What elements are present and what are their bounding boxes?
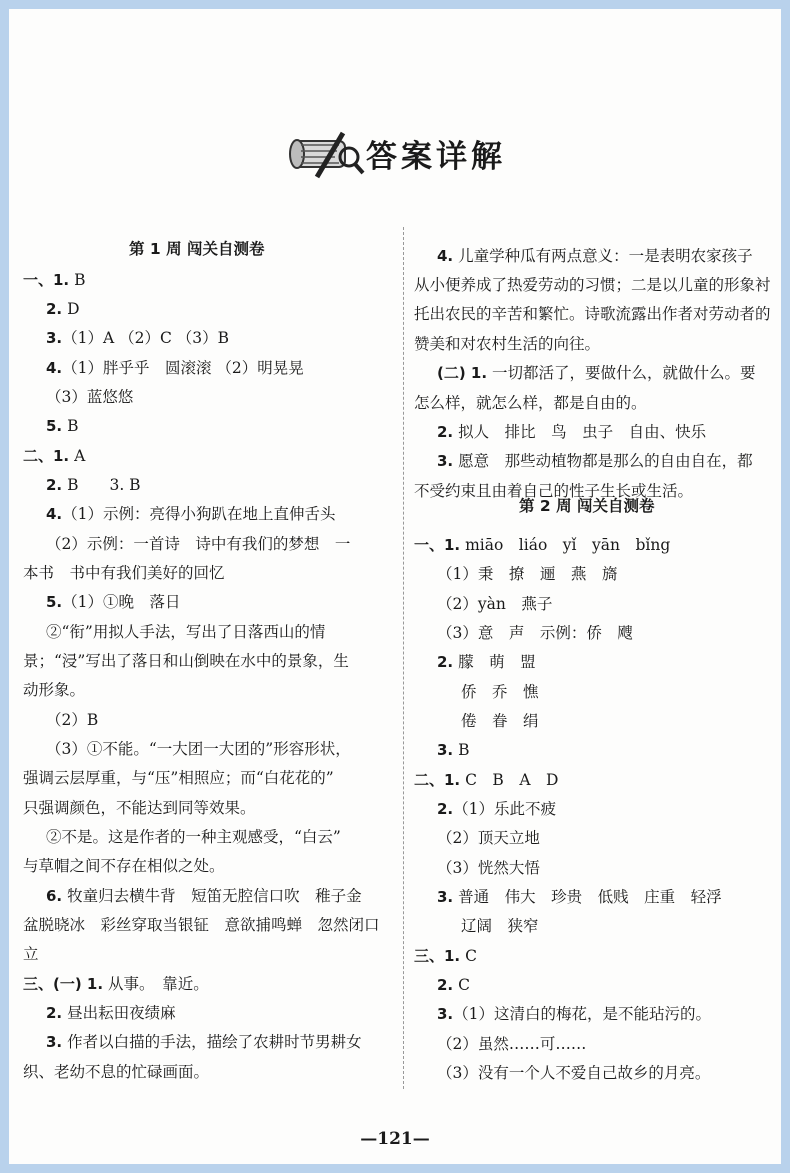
answer-line bbox=[437, 246, 753, 266]
answer-line bbox=[23, 563, 225, 583]
answer-text: （2）B bbox=[46, 711, 99, 729]
item-number: 二、1. bbox=[23, 447, 70, 465]
answer-text: A bbox=[69, 447, 86, 465]
item-number: 6. bbox=[46, 887, 63, 905]
item-number: 3. bbox=[437, 741, 454, 759]
answer-text: 侨 乔 憔 bbox=[461, 683, 539, 701]
column-divider bbox=[403, 227, 404, 1089]
answer-text: 从小便养成了热爱劳动的习惯；二是以儿童的形象衬 bbox=[414, 276, 771, 294]
answer-text: 愿意 那些动植物都是那么的自由自在，都 bbox=[453, 452, 753, 470]
answer-line bbox=[437, 422, 706, 442]
answer-text: C bbox=[453, 976, 470, 994]
answer-text: B bbox=[453, 741, 470, 759]
item-number: (二) 1. bbox=[437, 364, 488, 382]
answer-line bbox=[46, 299, 80, 319]
answer-text: 一切都活了，要做什么，就做什么。要 bbox=[487, 364, 756, 382]
answer-text: B bbox=[69, 271, 86, 289]
item-number: 2. bbox=[46, 476, 63, 494]
answer-text: （3）没有一个人不爱自己故乡的月亮。 bbox=[437, 1064, 711, 1082]
answer-text: 盆脱晓冰 彩丝穿取当银钲 意欲捕鸣蝉 忽然闭口 bbox=[23, 916, 380, 934]
answer-line bbox=[414, 275, 771, 295]
item-number: 3. bbox=[46, 1033, 63, 1051]
item-number: 5. bbox=[46, 593, 63, 611]
answer-text: B bbox=[62, 417, 79, 435]
answer-text: 牧童归去横牛背 短笛无腔信口吹 稚子金 bbox=[62, 887, 362, 905]
item-number: 3. bbox=[437, 888, 454, 906]
item-number: 3. bbox=[46, 329, 63, 347]
answer-line bbox=[23, 856, 225, 876]
answer-line bbox=[46, 622, 325, 642]
page-title: 答案详解 bbox=[366, 139, 506, 175]
answer-text: 景；“浸”写出了落日和山倒映在水中的景象，生 bbox=[23, 652, 349, 670]
item-number: 2. bbox=[46, 1004, 63, 1022]
answer-text: （2）虽然……可…… bbox=[437, 1035, 587, 1053]
item-number: 一、1. bbox=[23, 271, 70, 289]
answer-text: 倦 眷 绢 bbox=[461, 712, 539, 730]
answer-text: 普通 伟大 珍贵 低贱 庄重 轻浮 bbox=[453, 888, 722, 906]
answer-line bbox=[461, 916, 539, 936]
answer-text: （2）yàn 燕子 bbox=[437, 595, 553, 613]
answer-line bbox=[23, 768, 334, 788]
answer-line bbox=[46, 475, 141, 495]
answer-line bbox=[437, 799, 556, 819]
answer-text: 赞美和对农村生活的向往。 bbox=[414, 335, 601, 353]
item-number: 三、(一) 1. bbox=[23, 975, 104, 993]
answer-text: （1）示例：亮得小狗趴在地上直伸舌头 bbox=[62, 505, 336, 523]
page-number: —121— bbox=[360, 1129, 430, 1149]
answer-line bbox=[437, 1063, 710, 1083]
answer-text: 只强调颜色，不能达到同等效果。 bbox=[23, 799, 256, 817]
answer-text: （1）①晚 落日 bbox=[62, 593, 181, 611]
section-title-week-2: 第 2 周 闯关自测卷 bbox=[519, 497, 655, 515]
answer-line bbox=[46, 710, 98, 730]
item-number: 一、1. bbox=[414, 536, 461, 554]
answer-line bbox=[46, 739, 351, 759]
answer-text: C bbox=[460, 947, 477, 965]
answer-line bbox=[23, 680, 85, 700]
answer-text: 作者以白描的手法，描绘了农耕时节男耕女 bbox=[62, 1033, 362, 1051]
answer-line bbox=[46, 416, 78, 436]
item-number: 3. bbox=[437, 1005, 454, 1023]
answer-text: （1）秉 撩 逦 燕 旖 bbox=[437, 565, 618, 583]
answer-line bbox=[437, 652, 536, 672]
answer-text: 从事。 靠近。 bbox=[103, 975, 209, 993]
item-number: 4. bbox=[46, 359, 63, 377]
item-number: 4. bbox=[46, 505, 63, 523]
answer-page bbox=[9, 9, 781, 1164]
answer-text: （3）意 声 示例：侨 飕 bbox=[437, 624, 633, 642]
answer-text: 昼出耘田夜绩麻 bbox=[62, 1004, 176, 1022]
answer-line bbox=[437, 1004, 711, 1024]
answer-line bbox=[437, 451, 753, 471]
answer-line bbox=[437, 623, 633, 643]
answer-line bbox=[23, 944, 39, 964]
answer-line bbox=[437, 363, 756, 383]
answer-line bbox=[23, 915, 380, 935]
answer-text: B 3. B bbox=[62, 476, 141, 494]
section-title-week-1: 第 1 周 闯关自测卷 bbox=[129, 240, 265, 258]
page-header bbox=[9, 127, 781, 187]
answer-line bbox=[46, 1032, 362, 1052]
answer-text: 儿童学种瓜有两点意义：一是表明农家孩子 bbox=[453, 247, 753, 265]
answer-text: 立 bbox=[23, 945, 39, 963]
answer-text: 不受约束且由着自己的性子生长或生活。 bbox=[414, 482, 694, 500]
answer-line bbox=[437, 1034, 586, 1054]
answer-text: 托出农民的辛苦和繁忙。诗歌流露出作者对劳动者的 bbox=[414, 305, 771, 323]
answer-line bbox=[461, 711, 539, 731]
answer-line bbox=[23, 798, 256, 818]
item-number: 三、1. bbox=[414, 947, 461, 965]
answer-line bbox=[461, 682, 539, 702]
answer-line bbox=[46, 534, 350, 554]
answer-line bbox=[414, 535, 670, 555]
answer-line bbox=[414, 334, 600, 354]
item-number: 2. bbox=[437, 800, 454, 818]
answer-line bbox=[23, 651, 349, 671]
answer-line bbox=[437, 975, 470, 995]
answer-text: 动形象。 bbox=[23, 681, 86, 699]
answer-line bbox=[414, 393, 647, 413]
answer-line bbox=[23, 1062, 209, 1082]
answer-text: ②不是。这是作者的一种主观感受，“白云” bbox=[46, 828, 341, 846]
answer-line bbox=[437, 828, 540, 848]
answer-line bbox=[46, 504, 336, 524]
answer-line bbox=[46, 592, 181, 612]
item-number: 2. bbox=[437, 653, 454, 671]
answer-text: 朦 萌 盟 bbox=[453, 653, 536, 671]
item-number: 二、1. bbox=[414, 771, 461, 789]
answer-line bbox=[437, 564, 617, 584]
answer-line bbox=[23, 270, 85, 290]
answer-line bbox=[23, 974, 209, 994]
answer-text: D bbox=[62, 300, 80, 318]
answer-text: （2）顶天立地 bbox=[437, 829, 540, 847]
answer-line bbox=[437, 740, 469, 760]
answer-text: （1）A （2）C （3）B bbox=[62, 329, 230, 347]
item-number: 4. bbox=[437, 247, 454, 265]
scroll-magnifier-icon bbox=[287, 127, 367, 183]
answer-line bbox=[46, 886, 362, 906]
answer-line bbox=[414, 946, 477, 966]
answer-text: （1）乐此不疲 bbox=[453, 800, 557, 818]
answer-text: （1）这清白的梅花，是不能玷污的。 bbox=[453, 1005, 712, 1023]
item-number: 2. bbox=[437, 976, 454, 994]
answer-text: 与草帽之间不存在相似之处。 bbox=[23, 857, 225, 875]
answer-line bbox=[23, 446, 85, 466]
item-number: 2. bbox=[46, 300, 63, 318]
answer-text: 强调云层厚重，与“压”相照应；而“白花花的” bbox=[23, 769, 334, 787]
answer-text: C B A D bbox=[460, 771, 559, 789]
answer-text: 拟人 排比 鸟 虫子 自由、快乐 bbox=[453, 423, 707, 441]
item-number: 2. bbox=[437, 423, 454, 441]
answer-line bbox=[414, 770, 558, 790]
answer-line bbox=[46, 387, 133, 407]
answer-line bbox=[437, 858, 540, 878]
answer-line bbox=[46, 358, 304, 378]
answer-line bbox=[46, 827, 341, 847]
answer-text: （2）示例：一首诗 诗中有我们的梦想 一 bbox=[46, 535, 351, 553]
answer-text: 辽阔 狭窄 bbox=[461, 917, 539, 935]
answer-text: ②“衔”用拟人手法，写出了日落西山的情 bbox=[46, 623, 326, 641]
answer-line bbox=[414, 304, 771, 324]
answer-text: （3）①不能。“一大团一大团的”形容形状， bbox=[46, 740, 351, 758]
answer-line bbox=[437, 594, 552, 614]
answer-text: miāo liáo yǐ yān bǐng bbox=[460, 536, 671, 554]
answer-line bbox=[437, 887, 722, 907]
answer-text: （1）胖乎乎 圆滚滚 （2）明晃晃 bbox=[62, 359, 304, 377]
answer-line bbox=[414, 481, 693, 501]
answer-text: （3）蓝悠悠 bbox=[46, 388, 134, 406]
answer-text: 织、老幼不息的忙碌画面。 bbox=[23, 1063, 210, 1081]
item-number: 5. bbox=[46, 417, 63, 435]
answer-text: 本书 书中有我们美好的回忆 bbox=[23, 564, 225, 582]
answer-text: 怎么样，就怎么样，都是自由的。 bbox=[414, 394, 647, 412]
answer-line bbox=[46, 328, 229, 348]
answer-text: （3）恍然大悟 bbox=[437, 859, 540, 877]
item-number: 3. bbox=[437, 452, 454, 470]
answer-line bbox=[46, 1003, 176, 1023]
